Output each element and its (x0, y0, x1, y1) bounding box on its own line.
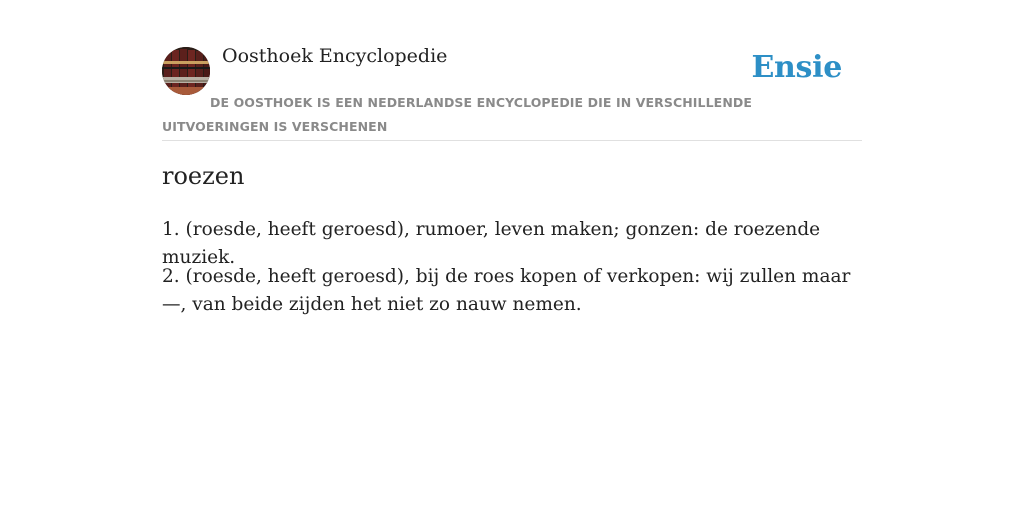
definition-1: 1. (roesde, heeft geroesd), rumoer, leven maken; gonzen: de roezende muziek. (162, 219, 821, 268)
header (162, 0, 862, 141)
site-name-link[interactable]: Oosthoek Encyclopedie (222, 45, 448, 67)
ensie-logo-link[interactable]: Ensie (751, 50, 842, 85)
encyclopedia-books-icon[interactable] (162, 47, 210, 95)
page-container (162, 0, 862, 315)
entry-title: roezen (162, 162, 245, 190)
site-tagline: DE OOSTHOEK IS EEN NEDERLANDSE ENCYCLOPEDIE DIE IN VERSCHILLENDE UITVOERINGEN IS VERSCHENEN (162, 95, 752, 134)
definition-2: 2. (roesde, heeft geroesd), bij de roes kopen of verkopen: wij zullen maar —, van beide zijden het niet zo nauw nemen. (162, 266, 851, 315)
